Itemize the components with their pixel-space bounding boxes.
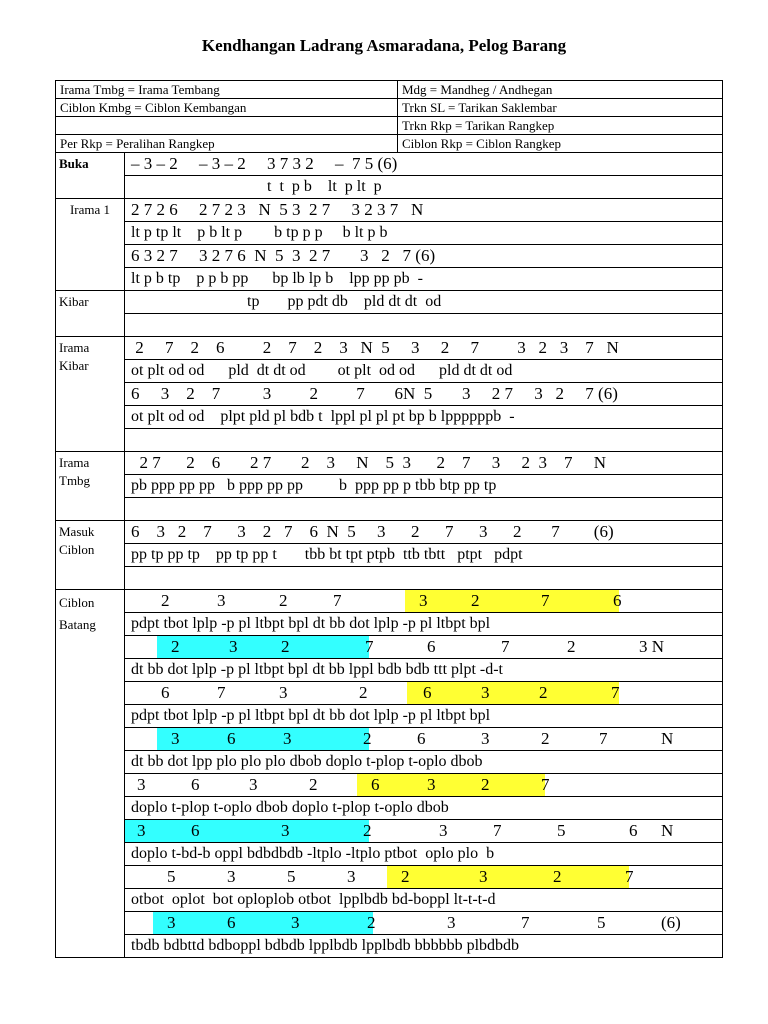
kendhang-line: ot plt od od pld dt dt od ot plt od od pld dt dt od: [125, 360, 723, 383]
notation-row: [56, 452, 723, 475]
balungan-note: N: [661, 729, 674, 748]
notation-row: [56, 429, 723, 452]
balungan-line: [125, 682, 723, 705]
balungan-note: 3 N: [639, 637, 665, 656]
balungan-note: 2: [363, 729, 372, 748]
balungan-line: [125, 590, 723, 613]
kendhang-line: lt p b tp p p b pp bp lb lp b lpp pp pb -: [125, 268, 723, 291]
ciblon-row: [56, 935, 723, 958]
balungan-note: 6: [191, 775, 200, 794]
balungan-note: 6: [371, 775, 380, 794]
legend-cell: Irama Tmbg = Irama Tembang: [56, 81, 398, 99]
ciblon-row: [56, 889, 723, 912]
balungan-note: 6: [161, 683, 170, 702]
balungan-note: 7: [365, 637, 374, 656]
kendhang-line: ot plt od od plpt pld pl bdb t lppl pl pl pt bp b lppppppb -: [125, 406, 723, 429]
notation-row: [56, 360, 723, 383]
balungan-note: 3: [347, 867, 356, 886]
balungan-note: 6: [629, 821, 638, 840]
ciblon-row: [56, 774, 723, 797]
balungan-note: (6): [661, 913, 681, 932]
ciblon-row: [56, 705, 723, 728]
balungan-note: 6: [227, 913, 236, 932]
balungan-note: 6: [613, 591, 622, 610]
balungan-note: 3: [479, 867, 488, 886]
ciblon-row: [56, 613, 723, 636]
balungan-note: 6: [427, 637, 436, 656]
kendhang-line: otbot oplot bot oploplob otbot lpplbdb bd-boppl lt-t-t-d: [125, 889, 723, 912]
yellow-highlight: [387, 866, 629, 888]
notation-row: [56, 406, 723, 429]
balungan-line: [125, 728, 723, 751]
balungan-line: 2 7 2 6 2 7 2 3 N 5 3 2 7 3 2 3 7 N: [125, 452, 723, 475]
balungan-note: 7: [493, 821, 502, 840]
balungan-note: 6: [191, 821, 200, 840]
balungan-note: 2: [367, 913, 376, 932]
balungan-note: 3: [283, 729, 292, 748]
ciblon-row: [56, 636, 723, 659]
section-label: Buka: [56, 153, 125, 199]
balungan-note: 2: [279, 591, 288, 610]
kendhang-line: doplo t-bd-b oppl bdbdbdb -ltplo -ltplo ptbot oplo plo b: [125, 843, 723, 866]
legend-row: [56, 99, 723, 117]
ciblon-row: [56, 797, 723, 820]
balungan-note: 3: [167, 913, 176, 932]
balungan-note: 6: [423, 683, 432, 702]
balungan-note: 2: [363, 821, 372, 840]
ciblon-row: [56, 912, 723, 935]
balungan-note: 2: [359, 683, 368, 702]
kendhang-line: doplo t-plop t-oplo dbob doplo t-plop t-oplo dbob: [125, 797, 723, 820]
legend-cell: Per Rkp = Peralihan Rangkep: [56, 135, 398, 153]
cyan-highlight: [153, 912, 373, 934]
balungan-note: 3: [419, 591, 428, 610]
notation-row: [56, 314, 723, 337]
balungan-note: 3: [447, 913, 456, 932]
legend-row: [56, 135, 723, 153]
kendhang-line: t t p b lt p lt p: [125, 176, 723, 199]
legend-cell: Trkn Rkp = Tarikan Rangkep: [398, 117, 723, 135]
kendhang-line: tbdb bdbttd bdboppl bdbdb lpplbdb lpplbdb bbbbbb plbdbdb: [125, 935, 723, 958]
notation-row: [56, 176, 723, 199]
legend-row: [56, 117, 723, 135]
ciblon-row: [56, 728, 723, 751]
cyan-highlight: [157, 728, 369, 750]
section-label-line: Ciblon: [59, 595, 95, 610]
balungan-note: 2: [541, 729, 550, 748]
notation-row: [56, 567, 723, 590]
balungan-note: 3: [217, 591, 226, 610]
kendhang-line: pb ppp pp pp b ppp pp pp b ppp pp p tbb btp pp tp: [125, 475, 723, 498]
balungan-note: 5: [167, 867, 176, 886]
balungan-note: 5: [287, 867, 296, 886]
balungan-note: 7: [521, 913, 530, 932]
balungan-note: 2: [481, 775, 490, 794]
cyan-highlight: [157, 636, 369, 658]
notation-row: [56, 337, 723, 360]
cyan-highlight: [125, 820, 369, 842]
balungan-note: 2: [567, 637, 576, 656]
legend-cell: Trkn SL = Tarikan Saklembar: [398, 99, 723, 117]
balungan-note: 5: [597, 913, 606, 932]
yellow-highlight: [407, 682, 619, 704]
balungan-line: [125, 636, 723, 659]
balungan-note: 3: [137, 775, 146, 794]
notation-row: [56, 222, 723, 245]
legend-cell: Ciblon Rkp = Ciblon Rangkep: [398, 135, 723, 153]
balungan-note: 2: [171, 637, 180, 656]
balungan-line: 6 3 2 7 3 2 7 6 N 5 3 2 7 3 2 7 (6): [125, 245, 723, 268]
section-label: Irama Tmbg: [56, 452, 125, 521]
legend-cell: [56, 117, 398, 135]
balungan-note: 3: [249, 775, 258, 794]
ciblon-row: [56, 820, 723, 843]
notation-row: [56, 498, 723, 521]
balungan-note: 3: [481, 729, 490, 748]
balungan-note: 3: [427, 775, 436, 794]
balungan-line: 2 7 2 6 2 7 2 3 N 5 3 2 7 3 2 3 7 N: [125, 337, 723, 360]
balungan-note: 7: [625, 867, 634, 886]
kendhang-line: pdpt tbot lplp -p pl ltbpt bpl dt bb dot lplp -p pl ltbpt bpl: [125, 613, 723, 636]
balungan-note: 7: [611, 683, 620, 702]
balungan-note: 3: [137, 821, 146, 840]
balungan-line: [125, 866, 723, 889]
section-label: Irama 1: [56, 199, 125, 291]
balungan-note: 2: [309, 775, 318, 794]
section-label: Masuk Ciblon: [56, 521, 125, 590]
ciblon-row: [56, 659, 723, 682]
ciblon-row: [56, 590, 723, 613]
balungan-note: 3: [439, 821, 448, 840]
notation-row: [56, 544, 723, 567]
balungan-note: 7: [333, 591, 342, 610]
ciblon-row: [56, 843, 723, 866]
legend-cell: Ciblon Kmbg = Ciblon Kembangan: [56, 99, 398, 117]
balungan-note: 2: [281, 637, 290, 656]
section-label: Irama Kibar: [56, 337, 125, 452]
ciblon-row: [56, 751, 723, 774]
kendhang-line: tp pp pdt db pld dt dt od: [125, 291, 723, 314]
kendhang-line: [125, 567, 723, 590]
notation-table: [55, 152, 723, 958]
page-title: Kendhangan Ladrang Asmaradana, Pelog Barang: [201, 36, 567, 55]
kendhang-line: [125, 314, 723, 337]
section-label-line: Batang: [59, 617, 96, 632]
balungan-note: 2: [553, 867, 562, 886]
notation-row: [56, 245, 723, 268]
balungan-note: 6: [417, 729, 426, 748]
notation-row: [56, 383, 723, 406]
balungan-note: 3: [481, 683, 490, 702]
notation-row: [56, 521, 723, 544]
abbreviation-legend: [55, 80, 723, 153]
section-label: Kibar: [56, 291, 125, 337]
balungan-note: 7: [541, 591, 550, 610]
balungan-note: 3: [291, 913, 300, 932]
balungan-line: [125, 774, 723, 797]
balungan-note: N: [661, 821, 674, 840]
balungan-note: 3: [279, 683, 288, 702]
kendhang-line: lt p tp lt p b lt p b tp p p b lt p b: [125, 222, 723, 245]
balungan-note: 7: [217, 683, 226, 702]
kendhang-line: pp tp pp tp pp tp pp t tbb bt tpt ptpb ttb tbtt ptpt pdpt: [125, 544, 723, 567]
balungan-note: 3: [229, 637, 238, 656]
balungan-note: 2: [161, 591, 170, 610]
notation-row: [56, 199, 723, 222]
section-label: [56, 590, 125, 958]
legend-cell: Mdg = Mandheg / Andhegan: [398, 81, 723, 99]
kendhang-line: pdpt tbot lplp -p pl ltbpt bpl dt bb dot lplp -p pl ltbpt bpl: [125, 705, 723, 728]
kendhang-line: [125, 429, 723, 452]
ciblon-row: [56, 682, 723, 705]
notation-row: [56, 291, 723, 314]
kendhang-line: dt bb dot lplp -p pl ltbpt bpl dt bb lppl bdb bdb ttt plpt -d-t: [125, 659, 723, 682]
balungan-line: 6 3 2 7 3 2 7 6N 5 3 2 7 3 2 7 (6): [125, 383, 723, 406]
balungan-line: [125, 912, 723, 935]
yellow-highlight: [357, 774, 545, 796]
kendhang-line: dt bb dot lpp plo plo plo dbob doplo t-plop t-oplo dbob: [125, 751, 723, 774]
balungan-note: 5: [557, 821, 566, 840]
balungan-note: 6: [227, 729, 236, 748]
balungan-note: 7: [501, 637, 510, 656]
balungan-note: 3: [171, 729, 180, 748]
balungan-note: 2: [471, 591, 480, 610]
ciblon-row: [56, 866, 723, 889]
kendhang-line: [125, 498, 723, 521]
balungan-line: – 3 – 2 – 3 – 2 3 7 3 2 – 7 5 (6): [125, 153, 723, 176]
yellow-highlight: [405, 590, 619, 612]
balungan-line: [125, 820, 723, 843]
legend-row: [56, 81, 723, 99]
notation-row: [56, 268, 723, 291]
balungan-note: 3: [227, 867, 236, 886]
balungan-note: 2: [401, 867, 410, 886]
notation-row: [56, 475, 723, 498]
balungan-note: 3: [281, 821, 290, 840]
balungan-line: 6 3 2 7 3 2 7 6 N 5 3 2 7 3 2 7 (6): [125, 521, 723, 544]
balungan-line: 2 7 2 6 2 7 2 3 N 5 3 2 7 3 2 3 7 N: [125, 199, 723, 222]
balungan-note: 7: [599, 729, 608, 748]
notation-row: [56, 153, 723, 176]
balungan-note: 2: [539, 683, 548, 702]
balungan-note: 7: [541, 775, 550, 794]
